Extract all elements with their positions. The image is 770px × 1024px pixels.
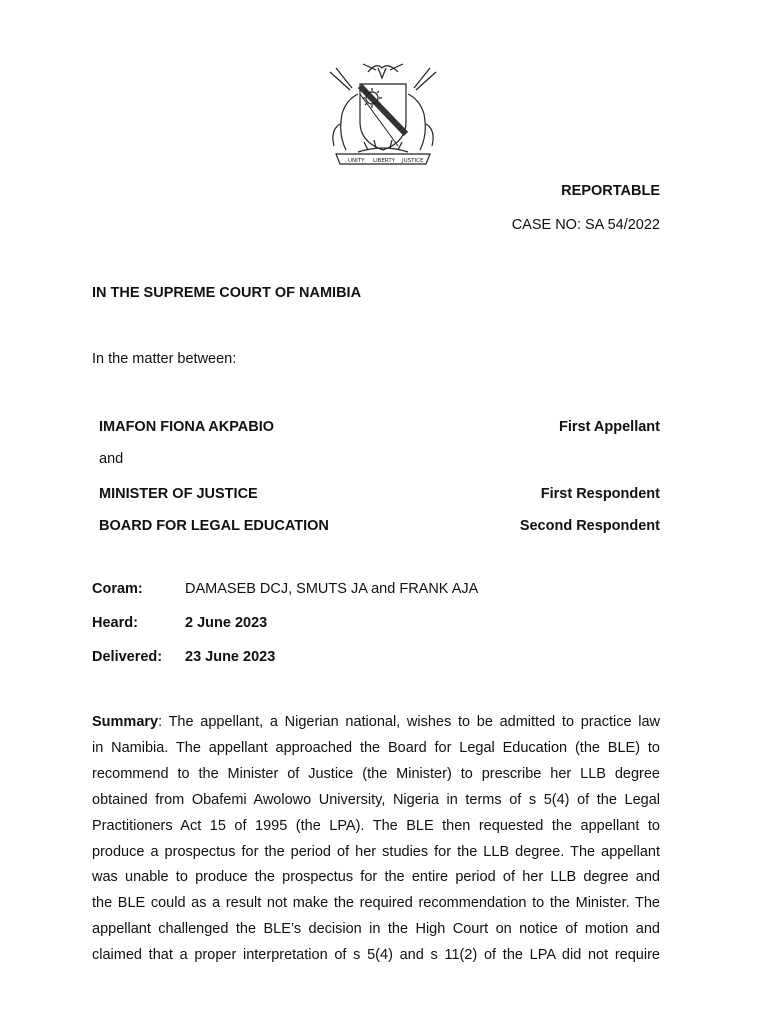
svg-text:JUSTICE: JUSTICE [402,158,424,164]
summary-label: Summary [92,714,159,730]
summary-line: Practitioners Act 15 of 1995 (the LPA). The BLE then requested the appellant to [92,817,660,834]
summary-line: obtained from Obafemi Awolowo University, Nigeria in terms of s 5(4) of the Legal [92,791,660,808]
and-separator: and [99,451,124,467]
coram-value: DAMASEB DCJ, SMUTS JA and FRANK AJA [185,581,479,597]
first-appellant-role: First Appellant [559,419,660,435]
svg-text:UNITY: UNITY [348,158,365,164]
first-appellant-name: IMAFON FIONA AKPABIO [99,419,275,435]
heard-label: Heard: [92,615,138,631]
summary-line: recommend to the Minister of Justice (the Minister) to prescribe her LLB degree [92,765,660,782]
second-respondent-name: BOARD FOR LEGAL EDUCATION [99,518,329,534]
summary-line: produce a prospectus for the period of her studies for the LLB degree. The appellant [92,843,660,860]
reportable-label: REPORTABLE [561,183,660,199]
delivered-value: 23 June 2023 [185,649,276,665]
heard-value: 2 June 2023 [185,615,268,631]
second-respondent-role: Second Respondent [519,518,660,534]
summary-line: the BLE could as a result not make the required recommendation to the Minister. The [92,895,660,912]
coat-of-arms-emblem [318,54,448,172]
summary-line: Summary: The appellant, a Nigerian national, wishes to be admitted to practice law [92,714,660,730]
case-number: CASE NO: SA 54/2022 [511,217,660,233]
first-respondent-role: First Respondent [540,486,660,502]
first-respondent-name: MINISTER OF JUSTICE [99,486,258,502]
summary-line: appellant challenged the BLE’s decision in the High Court on notice of motion and [92,921,660,938]
summary-line: claimed that a proper interpretation of s 5(4) and s 11(2) of the LPA did not require [92,947,660,964]
coram-label: Coram: [92,581,143,597]
summary-line: in Namibia. The appellant approached the Board for Legal Education (the BLE) to [92,739,660,756]
summary-paragraph [92,710,660,969]
summary-line: was unable to produce the prospectus for the entire period of her LLB degree and [92,869,660,886]
delivered-label: Delivered: [92,649,163,665]
svg-text:LIBERTY: LIBERTY [373,158,396,164]
court-title: IN THE SUPREME COURT OF NAMIBIA [92,285,362,301]
matter-intro: In the matter between: [92,351,237,367]
